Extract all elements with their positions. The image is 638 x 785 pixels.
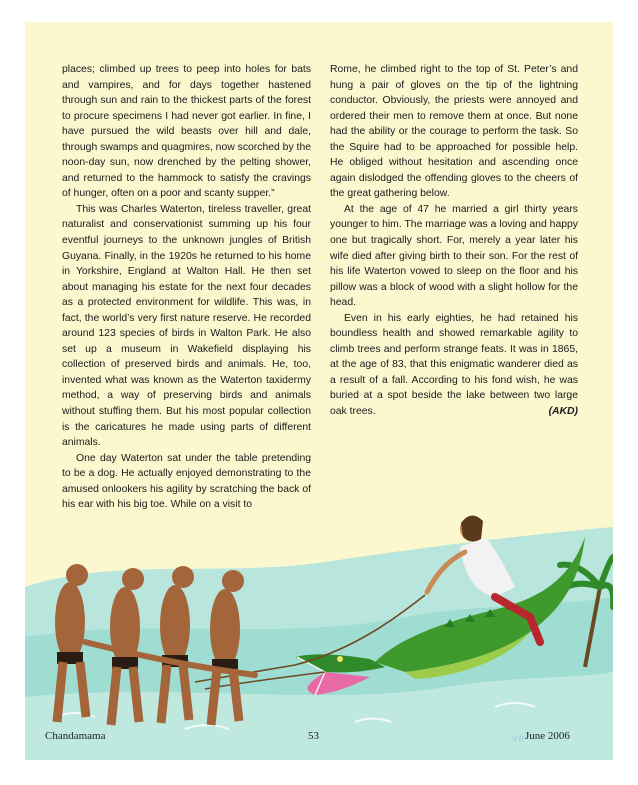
paragraph-3: One day Waterton sat under the table pretending to be a dog. He actually enjoyed demonstrating to the amused onlookers his agility by scratching the back of his ear with his big toe. While on a visit to (62, 452, 311, 511)
magazine-name: Chandamama (45, 730, 106, 742)
paragraph-1: places; climbed up trees to peep into holes for bats and vampires, and for days together hastened through sun and rain to the thickest parts of the forest to procure specimens I had never got earlier. In fine, I have pursued the wild beasts over hill and dale, through swamps and quagmires, now scorched by the noon-day sun, now drenched by the pelting shower, and returned to the hammock to satisfy the cravings of hunger, often on a poor and scanty supper.” (62, 64, 311, 200)
left-column (62, 62, 311, 513)
right-column (330, 62, 578, 420)
paragraph-4: Rome, he climbed right to the top of St. Peter’s and hung a pair of gloves on the tip of the lightning conductor. Obviously, the priests were annoyed and ordered their men to remove them at once. But none had the ability or the courage to perform the task. So the Squire had to be approached for possible help. He obliged without hesitation and ascending once again dislodged the offending gloves to the cheers of the great gathering below. (330, 64, 578, 200)
issue-date: June 2006 (525, 730, 570, 742)
paragraph-6: Even in his early eighties, he had retained his boundless health and showed remarkable agility to climb trees and perform strange feats. It was in 1865, at the age of 83, that this enigmatic wanderer died as a result of a fall. According to his fond wish, he was buried at a spot beside the lake between two large oak trees. (330, 312, 578, 418)
author-signature: (AKD) (548, 406, 578, 418)
page-number: 53 (308, 730, 319, 742)
magazine-page (25, 22, 613, 760)
paragraph-2: This was Charles Waterton, tireless traveller, great naturalist and conservationist summing up his four eventful journeys to the unknown jungles of British Guyana. Finally, in the 1920s he returned to his home in Yorkshire, England at Walton Hall. He then set about managing his estate for the next four decades as a protected environment for wildlife. This was, in fact, the world’s very first nature reserve. He recorded around 123 species of birds in Walton Park. He also set up a museum in Wakefield displaying his collection of preserved birds and animals. He, too, invented what was known as the Waterton taxidermy method, a way of preserving birds and animals without stuffing them. But his most popular collection is the caricatures he made using parts of different animals. (62, 203, 311, 449)
illustration-men-pulling-crocodile (25, 467, 613, 760)
paragraph-5: At the age of 47 he married a girl thirty years younger to him. The marriage was a loving and happy one but tragically short. For, merely a year later his wife died after giving birth to their son. For the rest of his life Waterton vowed to sleep on the floor and his pillow was a block of wood with a slight hollow for the head. (330, 203, 578, 309)
watermark: ve (512, 733, 526, 745)
